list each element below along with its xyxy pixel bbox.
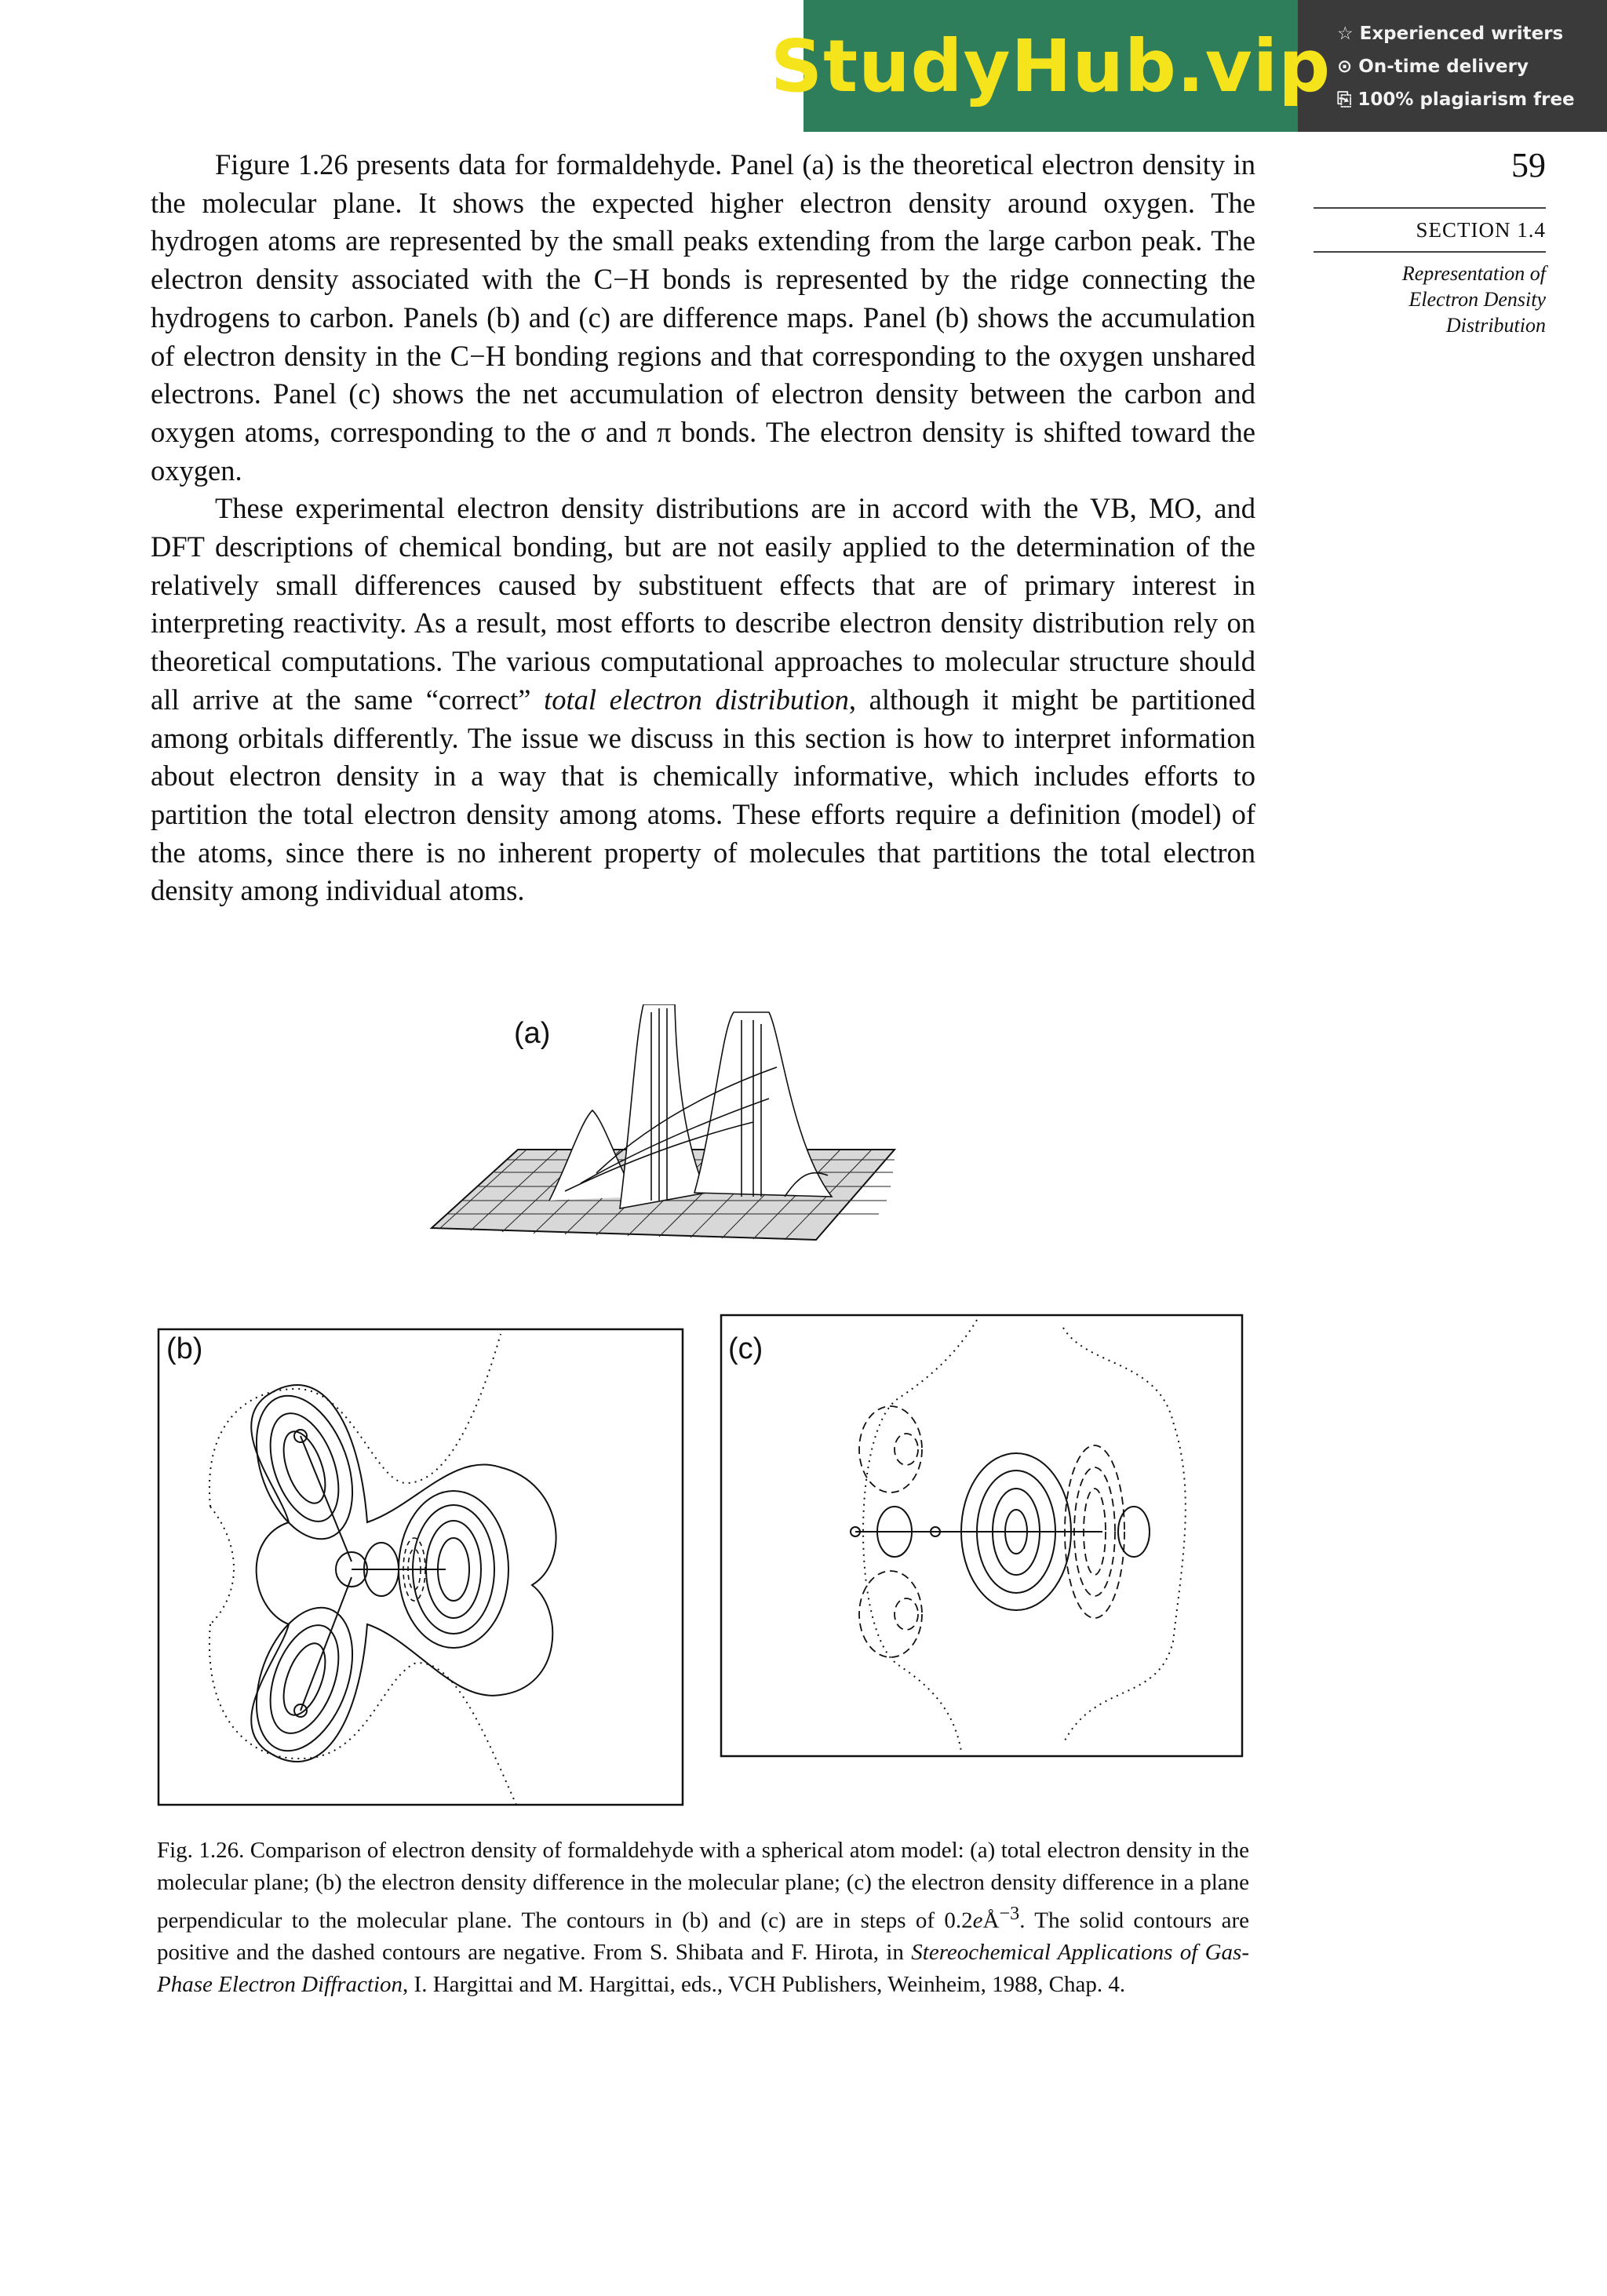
caption-unit-angstrom: Å	[982, 1908, 1000, 1933]
body-text	[151, 146, 1255, 910]
figure-caption	[157, 1835, 1249, 2000]
caption-text-3: , I. Hargittai and M. Hargittai, eds., VCH Publishers, Weinheim, 1988, Chap. 4.	[403, 1971, 1126, 1997]
paragraph-2-start: These experimental electron density distributions are in accord with the VB, MO, and DFT descriptions of chemical bonding, but are not easily applied to the determination of the relatively small differences caused by substituent effects that are of primary interest in interpreting reactivity. As a result, most efforts to describe electron density distribution rely on theoretical computations. The various computational approaches to molecular structure should all arrive at the same “correct”	[151, 492, 1255, 716]
panel-a-label: (a)	[514, 1017, 551, 1050]
panel-c-contour-map	[718, 1312, 1245, 1759]
feature-plagiarism: ⎘ 100% plagiarism free	[1337, 89, 1575, 110]
caption-exponent: −3	[999, 1903, 1020, 1924]
section-rule-bottom	[1314, 251, 1546, 253]
caption-unit-e: e	[972, 1908, 983, 1933]
paragraph-1: Figure 1.26 presents data for formaldehyde. Panel (a) is the theoretical electron density in the molecular plane. It shows the expected higher electron density around oxygen. The hydrogen atoms are represented by the small peaks extending from the large carbon peak. The electron density associated with the C−H bonds is represented by the ridge connecting the hydrogens to carbon. Panels (b) and (c) are difference maps. Panel (b) shows the accumulation of electron density in the C−H bonding regions and that corresponding to the oxygen unshared electrons. Panel (c) shows the net accumulation of electron density between the carbon and oxygen atoms, corresponding to the σ and π bonds. The electron density is shifted toward the oxygen.	[151, 148, 1255, 487]
paragraph-2	[151, 490, 1255, 910]
paragraph-2-end: , although it might be partitioned among orbitals differently. The issue we discuss in this section is how to interpret information about electron density in a way that is chemically informative, which includes efforts to partition the total electron density among atoms. These efforts require a definition (model) of the atoms, since there is no inherent property of molecules that partitions the total electron density among individual atoms.	[151, 683, 1255, 907]
feature-list	[1337, 17, 1575, 116]
feature-writers: ☆ Experienced writers	[1337, 24, 1564, 44]
section-label: SECTION 1.4	[1416, 218, 1546, 242]
feature-delivery: ⊙ On-time delivery	[1337, 56, 1529, 77]
panel-b-solid-contours	[239, 1383, 556, 1764]
panel-b-label: (b)	[166, 1332, 203, 1365]
section-title-line: Electron Density	[1408, 288, 1546, 311]
section-title-line: Representation of	[1401, 262, 1546, 285]
panel-c-label: (c)	[728, 1332, 763, 1365]
caption-text-1: Fig. 1.26. Comparison of electron density of formaldehyde with a spherical atom model: (a) total electron density in the molecular plane; (b) the electron density difference in the molecular plane; (c) the electron density difference in a plane perpendicular to the molecular plane. The contours in (b) and (c) are in steps of 0.2	[157, 1838, 1249, 1933]
surface-peaks	[549, 1004, 832, 1208]
page-number: 59	[1511, 146, 1546, 184]
caption-text-2: . The solid contours are positive and the dashed contours are negative. From S. Shibata and F. Hirota, in	[157, 1908, 1250, 1966]
panel-a-surface-plot	[424, 1004, 910, 1263]
studyhub-logo[interactable]	[770, 0, 1332, 132]
logo-text: StudyHub.vip	[770, 24, 1332, 108]
emphasis-total-electron-distribution: total electron distribution	[544, 683, 849, 716]
panel-b-contour-map	[155, 1326, 689, 1811]
caption-book-title: Stereochemical Applications of Gas-Phase Electron Diffraction	[157, 1940, 1250, 1997]
panel-c-frame	[721, 1315, 1242, 1756]
section-title-line: Distribution	[1445, 314, 1546, 337]
ad-banner[interactable]	[770, 0, 1607, 132]
section-rule-top	[1314, 207, 1546, 209]
section-title	[1314, 261, 1546, 338]
